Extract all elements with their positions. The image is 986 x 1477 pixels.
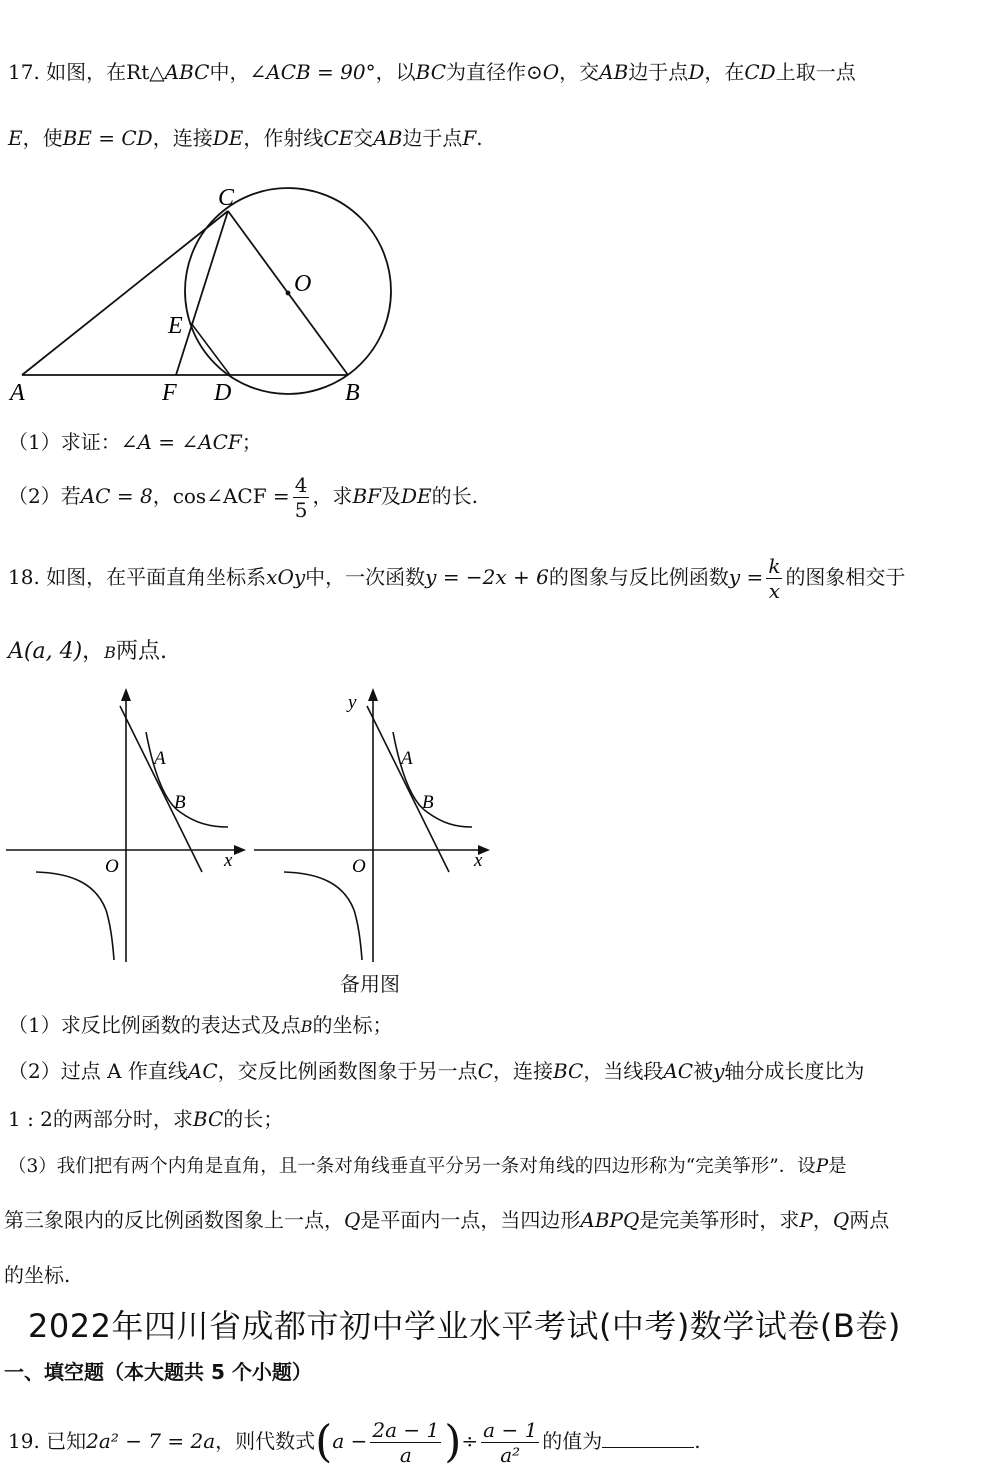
hyperbola-branch-third-quadrant	[36, 872, 114, 960]
graph-label-a: A	[154, 748, 166, 769]
center-o-dot	[286, 291, 291, 296]
graph-label-a: A	[401, 748, 413, 769]
graph-label-o: O	[105, 856, 119, 877]
segment-ac	[22, 211, 228, 375]
y-axis-arrow	[121, 688, 131, 701]
hyperbola-branch-third-quadrant	[284, 872, 362, 960]
q17-geometry-figure	[0, 175, 400, 410]
q18-graph-spare	[250, 684, 495, 974]
graph-label-b: B	[422, 792, 434, 813]
fraction-a-1-over-a2: $\frac{a - 1}{\text{a²}}$	[483, 1418, 538, 1467]
fraction-k-x: $\frac{k}{x}$	[768, 554, 781, 603]
line-y-eq-neg2x-plus6	[120, 706, 202, 872]
q18-part3-line1: （3）我们把有两个内角是直角，且一条对角线垂直平分另一条对角线的四边形称为“完美筝形”．设P是	[8, 1156, 847, 1177]
label-a: A	[10, 380, 25, 406]
exam-title: 2022年四川省成都市初中学业水平考试(中考)数学试卷(B卷)	[28, 1307, 901, 1345]
q18-part3-line3: 的坐标.	[4, 1263, 71, 1287]
label-f: F	[162, 380, 177, 406]
hyperbola-branch-first-quadrant	[146, 732, 228, 827]
spare-figure-caption: 备用图	[340, 972, 400, 996]
q18-part2-line2: 1 : 2的两部分时，求BC的长；	[8, 1107, 284, 1131]
answer-blank[interactable]	[602, 1427, 694, 1448]
q18-line2: A(a, 4)，B两点.	[8, 639, 167, 664]
q18-line1: 18. 如图，在平面直角坐标系xOy中，一次函数y = −2x + 6的图象与反比例函数y = $\frac{k}{x}$ 的图象相交于	[8, 554, 906, 603]
label-d: D	[214, 380, 232, 406]
right-paren: )	[444, 1416, 462, 1468]
label-o: O	[294, 271, 312, 297]
graph-label-o: O	[352, 856, 366, 877]
line-y-eq-neg2x-plus6	[367, 706, 449, 872]
q17-line1: 17. 如图，在Rt△ABC中，∠ACB = 90°，以BC为直径作⊙O，交AB边于点D，在CD上取一点	[8, 60, 856, 84]
section-title: 一、填空题（本大题共 5 个小题）	[4, 1360, 312, 1384]
graph-label-x: x	[474, 850, 483, 871]
q18-graph-main	[0, 684, 250, 974]
q18-part1: （1）求反比例函数的表达式及点B的坐标；	[8, 1013, 393, 1037]
q17-part1: （1）求证：∠A = ∠ACF；	[8, 430, 262, 454]
x-axis-arrow	[234, 845, 246, 855]
q18-part3-line2: 第三象限内的反比例函数图象上一点，Q是平面内一点，当四边形ABPQ是完美筝形时，求P，Q两点	[4, 1208, 890, 1232]
q17-line2: E，使BE = CD，连接DE，作射线CE交AB边于点F.	[8, 126, 483, 150]
left-paren: (	[315, 1416, 333, 1468]
label-b: B	[345, 380, 360, 406]
graph-label-b: B	[174, 792, 186, 813]
graph-label-y: y	[348, 692, 357, 713]
graph-label-x: x	[224, 850, 233, 871]
segment-de	[191, 323, 230, 375]
q19-line: 19. 已知2a² − 7 = 2a，则代数式(a − $\frac{2a - 1}{a}$ )÷ $\frac{a - 1}{\text{a²}}$ 的值为 .	[8, 1416, 701, 1468]
q17-part2: （2）若AC = 8，cos∠ACF = $\frac{4}{5}$ ，求BF及DE的长.	[8, 473, 479, 522]
y-axis-arrow	[368, 688, 378, 701]
label-c: C	[218, 185, 235, 211]
q18-part2-line1: （2）过点 A 作直线AC，交反比例函数图象于另一点C，连接BC，当线段AC被y轴分成长度比为	[8, 1059, 865, 1083]
fraction-4-5: $\frac{4}{5}$	[294, 473, 308, 522]
fraction-2a-1-over-a: $\frac{2a - 1}{a}$	[372, 1418, 440, 1467]
label-e: E	[168, 313, 183, 339]
